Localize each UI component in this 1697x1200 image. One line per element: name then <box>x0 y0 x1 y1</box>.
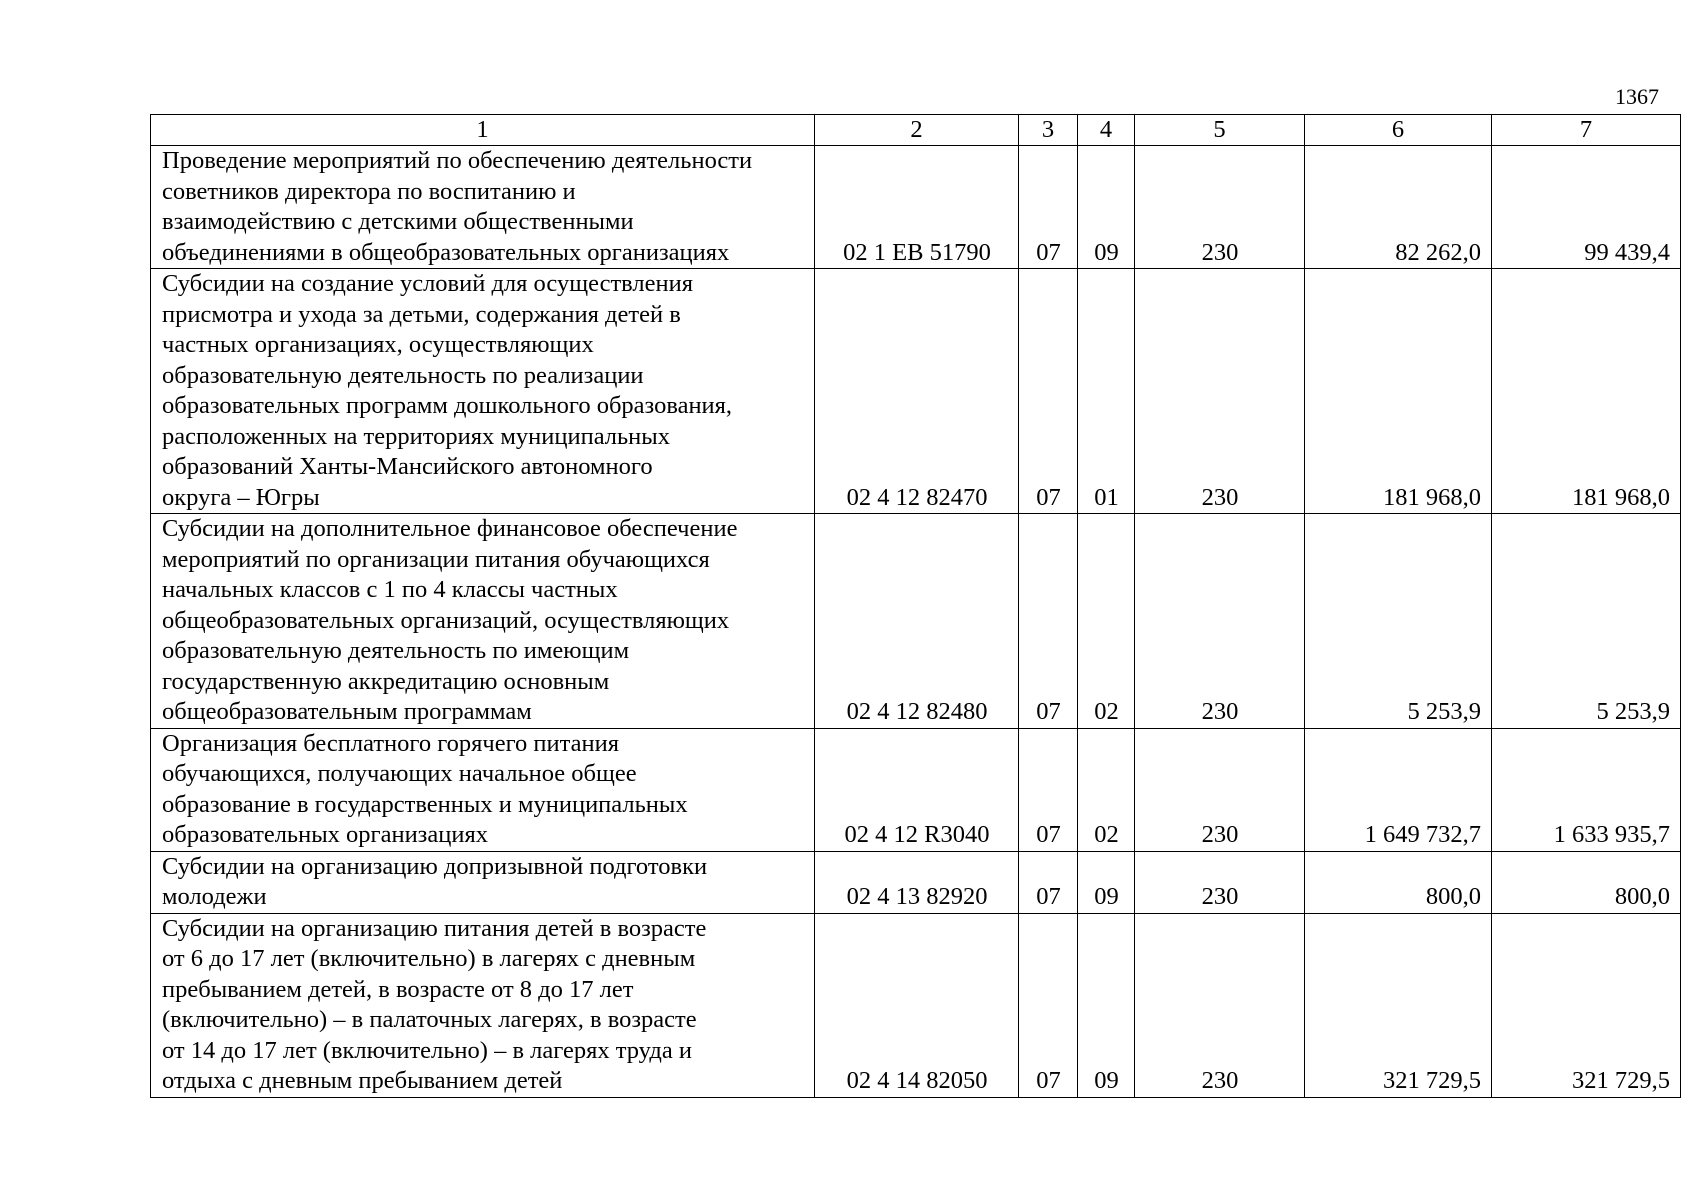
row-value-col6: 1 649 732,7 <box>1305 728 1492 851</box>
row-section: 07 <box>1019 728 1078 851</box>
row-expense-type: 230 <box>1135 728 1305 851</box>
row-section: 07 <box>1019 851 1078 913</box>
row-subsection: 09 <box>1078 913 1135 1097</box>
row-description: Субсидии на организацию допризывной подготовки молодежи <box>151 851 815 913</box>
column-header-1: 1 <box>151 115 815 146</box>
row-subsection: 02 <box>1078 514 1135 729</box>
column-header-7: 7 <box>1492 115 1681 146</box>
row-target-code: 02 4 12 82480 <box>815 514 1019 729</box>
row-section: 07 <box>1019 514 1078 729</box>
header-row <box>151 115 1681 146</box>
page-number: 1367 <box>1615 84 1659 109</box>
row-value-col6: 181 968,0 <box>1305 269 1492 514</box>
column-header-6: 6 <box>1305 115 1492 146</box>
row-description: Субсидии на создание условий для осуществления присмотра и ухода за детьми, содержания детей в частных организациях, осуществляющих образовательную деятельность по реализации образовательных программ дошкольного образования, расположенных на территориях муниципальных образований Ханты-Мансийского автономного округа – Югры <box>151 269 815 514</box>
row-value-col7: 5 253,9 <box>1492 514 1681 729</box>
row-expense-type: 230 <box>1135 146 1305 269</box>
row-value-col7: 321 729,5 <box>1492 913 1681 1097</box>
row-section: 07 <box>1019 146 1078 269</box>
row-target-code: 02 4 12 R3040 <box>815 728 1019 851</box>
row-subsection: 09 <box>1078 146 1135 269</box>
row-target-code: 02 4 13 82920 <box>815 851 1019 913</box>
row-target-code: 02 4 14 82050 <box>815 913 1019 1097</box>
column-header-3: 3 <box>1019 115 1078 146</box>
row-section: 07 <box>1019 913 1078 1097</box>
column-header-2: 2 <box>815 115 1019 146</box>
row-description: Организация бесплатного горячего питания обучающихся, получающих начальное общее образование в государственных и муниципальных образовательных организациях <box>151 728 815 851</box>
row-expense-type: 230 <box>1135 913 1305 1097</box>
table-row <box>151 913 1681 1097</box>
table-row <box>151 146 1681 269</box>
row-target-code: 02 4 12 82470 <box>815 269 1019 514</box>
row-subsection: 09 <box>1078 851 1135 913</box>
row-target-code: 02 1 EВ 51790 <box>815 146 1019 269</box>
table-row <box>151 514 1681 729</box>
table-row <box>151 851 1681 913</box>
row-description: Субсидии на дополнительное финансовое обеспечение мероприятий по организации питания обучающихся начальных классов с 1 по 4 классы частных общеобразовательных организаций, осуществляющих образовательную деятельность по имеющим государственную аккредитацию основным общеобразовательным программам <box>151 514 815 729</box>
budget-table <box>150 114 1681 1098</box>
row-description: Субсидии на организацию питания детей в возрасте от 6 до 17 лет (включительно) в лагерях с дневным пребыванием детей, в возрасте от 8 до 17 лет (включительно) – в палаточных лагерях, в возрасте от 14 до 17 лет (включительно) – в лагерях труда и отдыха с дневным пребыванием детей <box>151 913 815 1097</box>
row-expense-type: 230 <box>1135 514 1305 729</box>
row-section: 07 <box>1019 269 1078 514</box>
row-value-col7: 1 633 935,7 <box>1492 728 1681 851</box>
row-expense-type: 230 <box>1135 269 1305 514</box>
table-row <box>151 728 1681 851</box>
column-header-5: 5 <box>1135 115 1305 146</box>
row-value-col7: 800,0 <box>1492 851 1681 913</box>
table-row <box>151 269 1681 514</box>
row-value-col6: 321 729,5 <box>1305 913 1492 1097</box>
row-value-col6: 800,0 <box>1305 851 1492 913</box>
row-value-col6: 82 262,0 <box>1305 146 1492 269</box>
row-value-col7: 181 968,0 <box>1492 269 1681 514</box>
row-subsection: 02 <box>1078 728 1135 851</box>
column-header-4: 4 <box>1078 115 1135 146</box>
row-value-col7: 99 439,4 <box>1492 146 1681 269</box>
row-description: Проведение мероприятий по обеспечению деятельности советников директора по воспитанию и взаимодействию с детскими общественными объединениями в общеобразовательных организациях <box>151 146 815 269</box>
row-subsection: 01 <box>1078 269 1135 514</box>
row-expense-type: 230 <box>1135 851 1305 913</box>
row-value-col6: 5 253,9 <box>1305 514 1492 729</box>
